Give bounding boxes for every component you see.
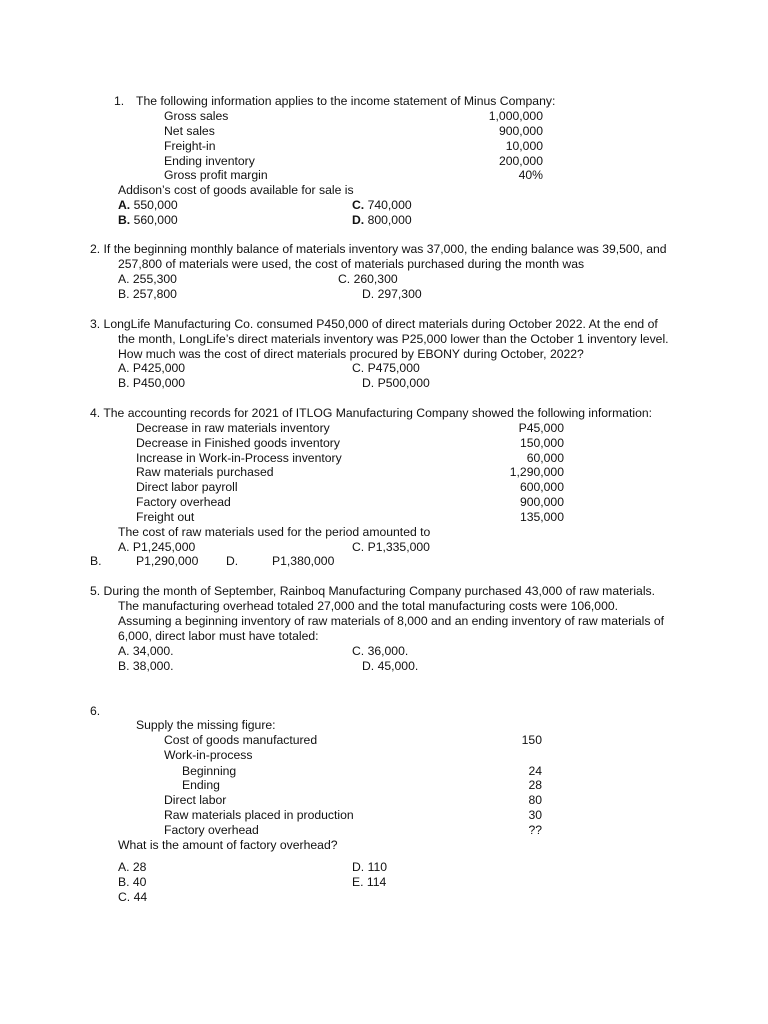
q2-line: 257,800 of materials were used, the cost of materials purchased during the month was xyxy=(118,257,585,271)
q2-option-c: C. 260,300 xyxy=(338,272,398,286)
q1-option-c: C. 740,000 xyxy=(352,198,412,212)
q5-line: 5. During the month of September, Rainboq Manufacturing Company purchased 43,000 of raw materials. xyxy=(90,584,656,598)
q6-row-label: Ending xyxy=(182,778,220,792)
q4-row-value: P45,000 xyxy=(518,421,564,435)
q1-prompt: Addison’s cost of goods available for sale is xyxy=(118,183,354,197)
q4-option-c: C. P1,335,000 xyxy=(352,540,430,554)
q6-option-d: D. 110 xyxy=(352,860,388,874)
q2-option-a: A. 255,300 xyxy=(118,272,177,286)
q2-option-d: D. 297,300 xyxy=(362,287,422,301)
q4-row-value: 135,000 xyxy=(519,510,564,524)
q2-option-b: B. 257,800 xyxy=(118,287,177,301)
q6-row-value: 30 xyxy=(528,808,542,822)
q6-option-e: E. 114 xyxy=(352,875,387,889)
q6-row-value: ?? xyxy=(528,823,542,837)
q4-option-b: P1,290,000 xyxy=(136,554,199,568)
q1-row-value: 900,000 xyxy=(498,124,543,138)
q6-row-value: 28 xyxy=(528,778,542,792)
q3-line: How much was the cost of direct materials procured by EBONY during October, 2022? xyxy=(118,347,584,361)
q5-line: Assuming a beginning inventory of raw materials of 8,000 and an ending inventory of raw materials of xyxy=(118,614,665,628)
q4-row-label: Factory overhead xyxy=(136,495,231,509)
q3-option-a: A. P425,000 xyxy=(118,361,186,375)
q5-option-b: B. 38,000. xyxy=(118,659,174,673)
q4-prompt: The cost of raw materials used for the period amounted to xyxy=(118,525,431,539)
q1-row-label: Ending inventory xyxy=(164,154,255,168)
q1-text: The following information applies to the income statement of Minus Company: xyxy=(136,94,556,108)
q4-row-value: 1,290,000 xyxy=(509,465,564,479)
q4-row-label: Increase in Work-in-Process inventory xyxy=(136,451,342,465)
q2-line: 2. If the beginning monthly balance of materials inventory was 37,000, the ending balance was 39,500, and xyxy=(90,242,667,256)
q4-row-label: Decrease in raw materials inventory xyxy=(136,421,330,435)
q3-option-c: C. P475,000 xyxy=(352,361,420,375)
q6-option-a: A. 28 xyxy=(118,860,147,874)
q1-option-d: D. 800,000 xyxy=(352,213,412,227)
q4-option-b-letter: B. xyxy=(90,554,102,568)
q5-line: The manufacturing overhead totaled 27,000 and the total manufacturing costs were 106,000. xyxy=(118,599,619,613)
q4-row-value: 600,000 xyxy=(519,480,564,494)
q4-row-label: Decrease in Finished goods inventory xyxy=(136,436,340,450)
q1-row-value: 200,000 xyxy=(498,154,543,168)
q6-row-label: Factory overhead xyxy=(164,823,259,837)
q1-option-a: A. 550,000 xyxy=(118,198,178,212)
q6-row-label: Work-in-process xyxy=(164,748,253,762)
q6-row-label: Cost of goods manufactured xyxy=(164,733,318,747)
q4-row-value: 60,000 xyxy=(526,451,564,465)
q1-row-label: Gross profit margin xyxy=(164,168,268,182)
q1-option-b: B. 560,000 xyxy=(118,213,178,227)
q3-line: 3. LongLife Manufacturing Co. consumed P450,000 of direct materials during October 2022. At the end of xyxy=(90,317,658,331)
q1-row-label: Freight-in xyxy=(164,139,216,153)
q4-option-a: A. P1,245,000 xyxy=(118,540,196,554)
q6-row-value: 80 xyxy=(528,793,542,807)
q1-row-value: 40% xyxy=(518,168,543,182)
q1-row-value: 10,000 xyxy=(505,139,543,153)
q4-row-label: Raw materials purchased xyxy=(136,465,274,479)
q1-number: 1. xyxy=(114,94,125,108)
q4-row-label: Freight out xyxy=(136,510,195,524)
q4-text: 4. The accounting records for 2021 of ITLOG Manufacturing Company showed the following information: xyxy=(90,406,653,420)
q5-option-c: C. 36,000. xyxy=(352,644,409,658)
q3-option-b: B. P450,000 xyxy=(118,376,186,390)
q6-option-b: B. 40 xyxy=(118,875,147,889)
q6-row-label: Direct labor xyxy=(164,793,227,807)
q1-row-value: 1,000,000 xyxy=(488,109,543,123)
q4-row-value: 900,000 xyxy=(519,495,564,509)
q5-option-d: D. 45,000. xyxy=(362,659,419,673)
q3-option-d: D. P500,000 xyxy=(362,376,430,390)
q6-row-label: Raw materials placed in production xyxy=(164,808,354,822)
q5-option-a: A. 34,000. xyxy=(118,644,174,658)
q6-option-c: C. 44 xyxy=(118,890,148,904)
q4-option-d: P1,380,000 xyxy=(272,554,335,568)
q6-number: 6. xyxy=(90,704,101,718)
q6-intro: Supply the missing figure: xyxy=(136,718,276,732)
q6-row-label: Beginning xyxy=(182,764,237,778)
q4-row-value: 150,000 xyxy=(519,436,564,450)
q6-prompt: What is the amount of factory overhead? xyxy=(118,838,338,852)
q6-row-value: 150 xyxy=(521,733,542,747)
q1-row-label: Gross sales xyxy=(164,109,229,123)
q4-row-label: Direct labor payroll xyxy=(136,480,238,494)
q3-line: the month, LongLife’s direct materials inventory was P25,000 lower than the October 1 inventory level. xyxy=(118,332,669,346)
q5-line: 6,000, direct labor must have totaled: xyxy=(118,629,319,643)
q1-row-label: Net sales xyxy=(164,124,215,138)
q4-option-d-letter: D. xyxy=(226,554,239,568)
q6-row-value: 24 xyxy=(528,764,542,778)
